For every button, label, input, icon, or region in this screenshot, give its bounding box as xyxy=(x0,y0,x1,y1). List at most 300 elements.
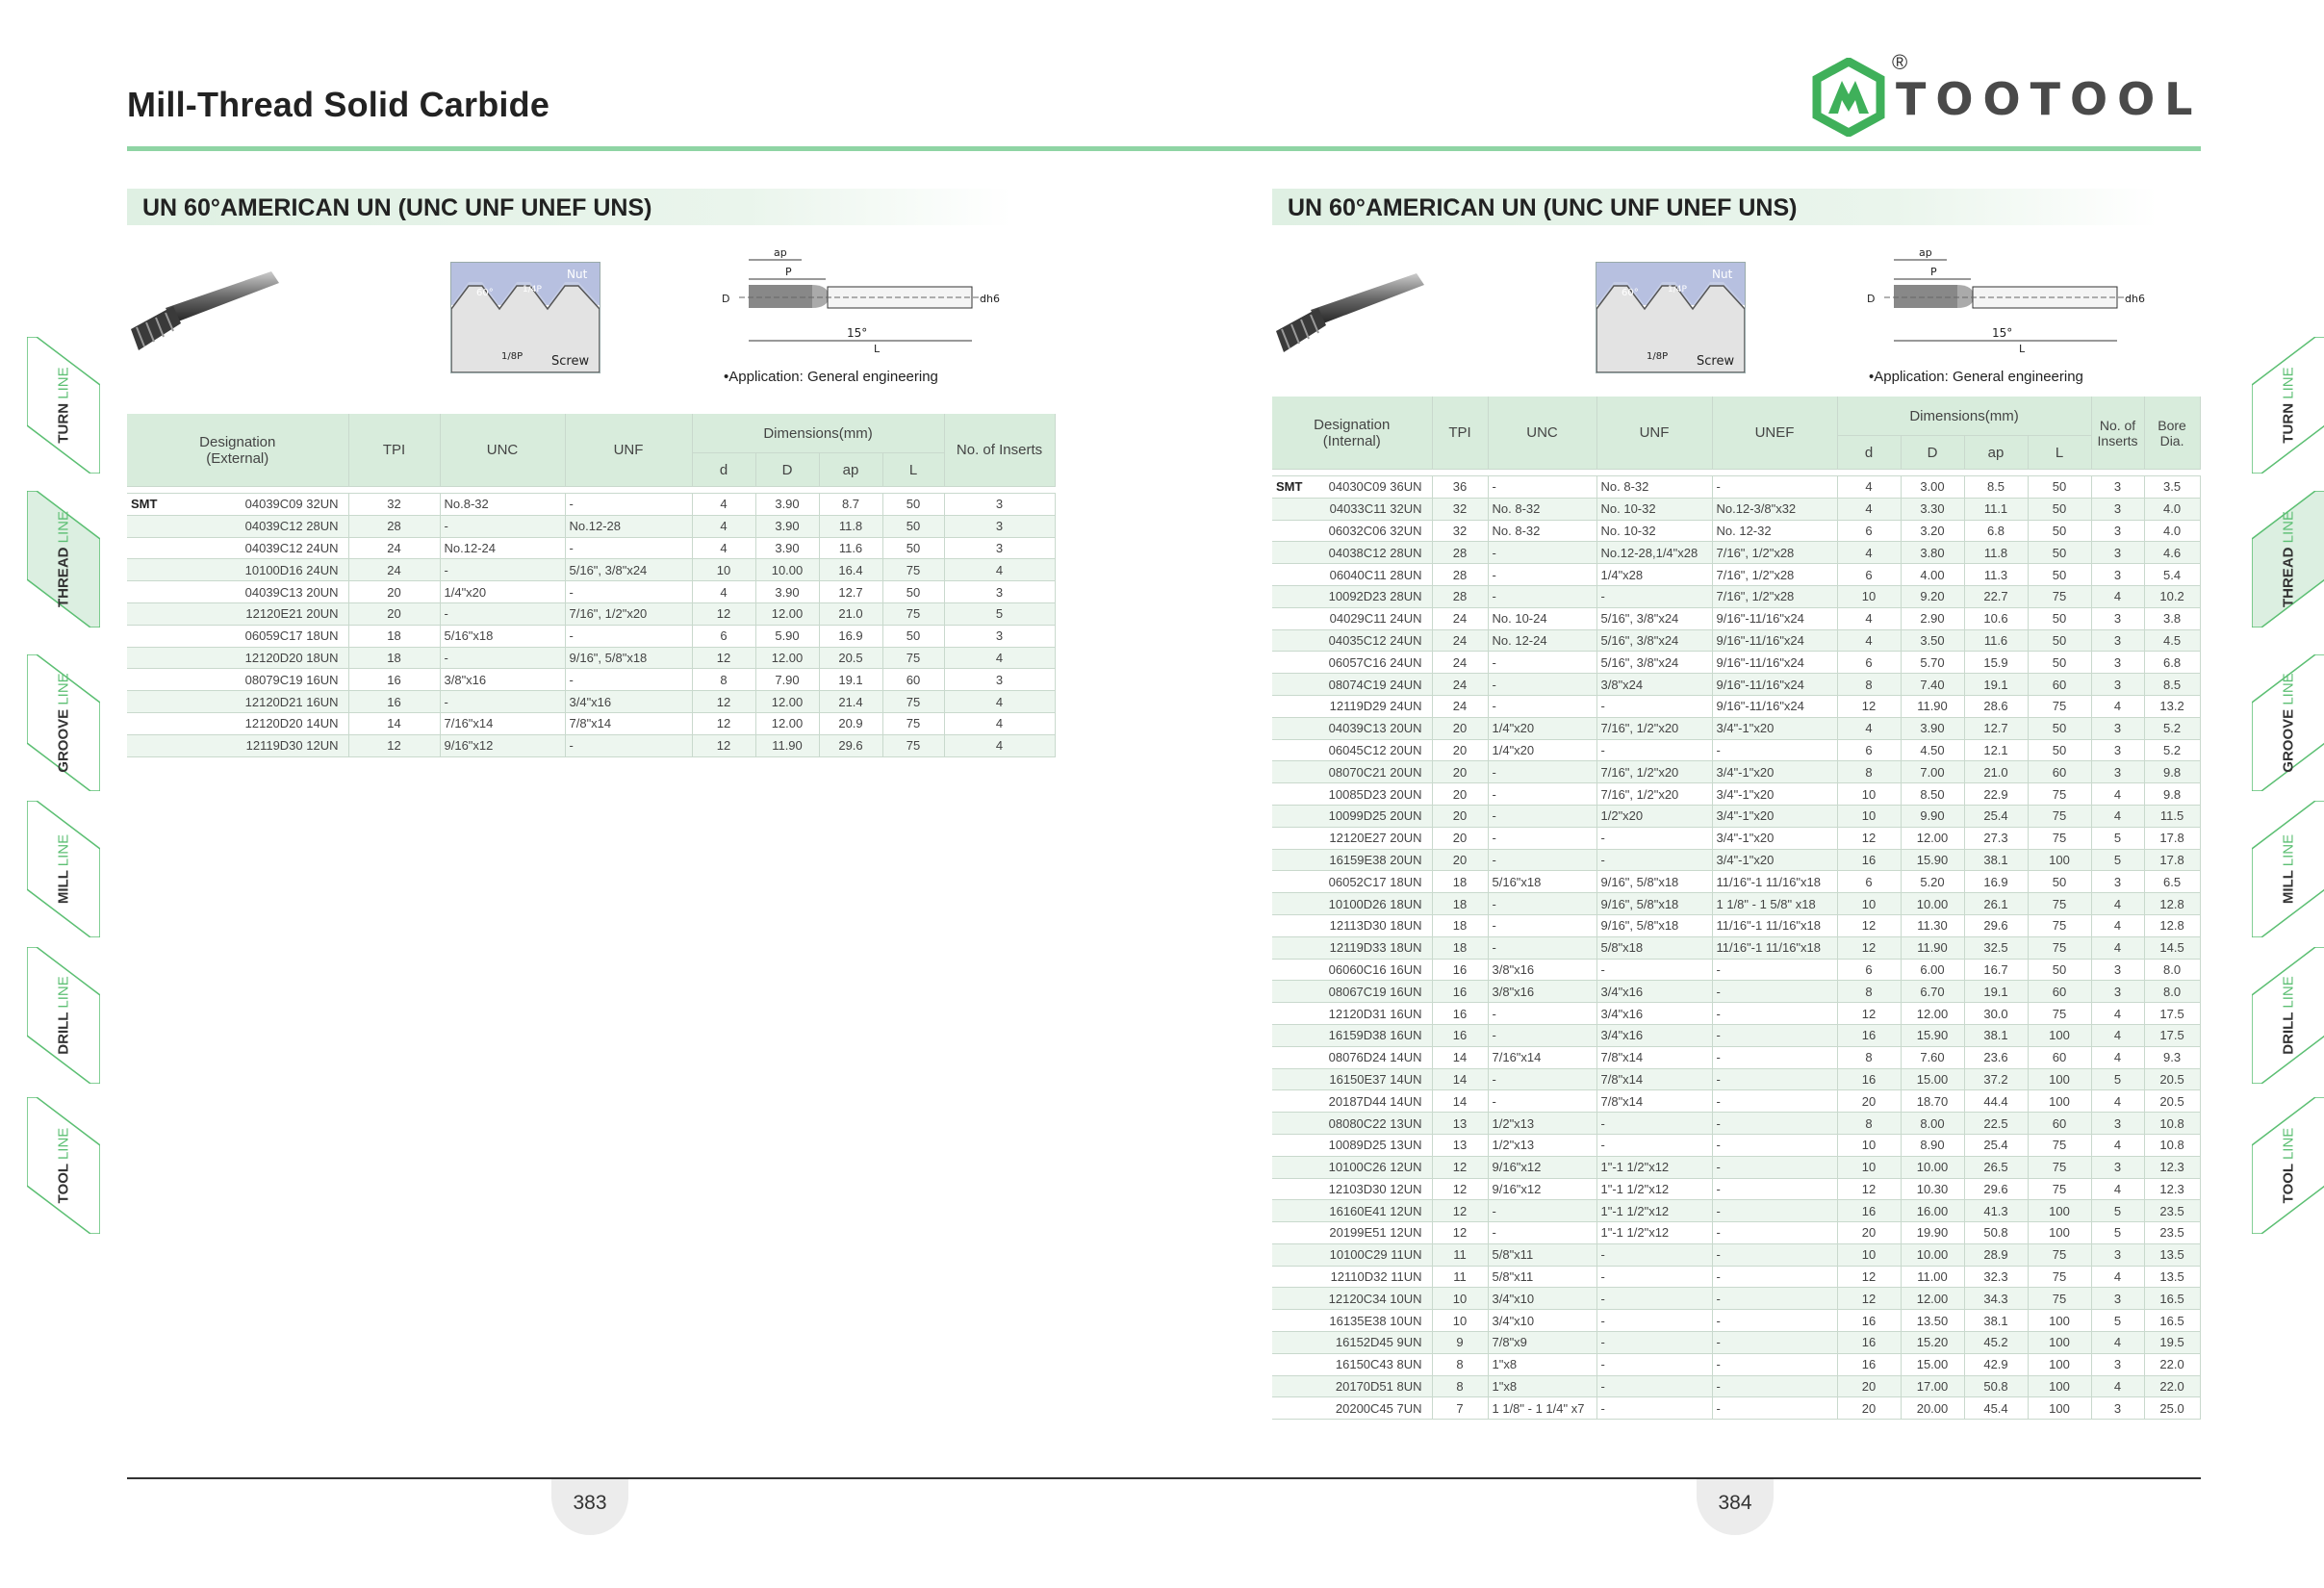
table-cell: 4 xyxy=(2091,1375,2144,1397)
registered-mark: ® xyxy=(1892,50,1908,74)
cell-designation: 16159E38 20UN xyxy=(1272,849,1432,871)
table-cell: 3 xyxy=(944,625,1055,647)
table-cell: 12 xyxy=(1837,1266,1901,1288)
table-cell: 18 xyxy=(348,647,440,669)
table-cell: 5/8"x18 xyxy=(1596,936,1712,959)
cell-designation: 12120E27 20UN xyxy=(1272,827,1432,849)
table-cell: 3/4"-1"x20 xyxy=(1712,717,1837,739)
table-cell: 10.2 xyxy=(2144,585,2200,607)
table-cell: - xyxy=(440,515,565,537)
table-cell: 19.90 xyxy=(1901,1222,1964,1244)
cell-designation: 10100D26 18UN xyxy=(1272,893,1432,915)
table-cell: 12 xyxy=(1837,1178,1901,1200)
table-cell: 22.0 xyxy=(2144,1353,2200,1375)
table-cell: No. 8-32 xyxy=(1488,498,1596,520)
table-cell: 50 xyxy=(882,515,944,537)
table-cell: - xyxy=(1596,1375,1712,1397)
table-cell: 3 xyxy=(2091,959,2144,981)
table-row xyxy=(1272,564,2200,586)
table-row xyxy=(1272,761,2200,783)
table-cell: 7 xyxy=(1432,1397,1488,1420)
table-cell: 22.0 xyxy=(2144,1375,2200,1397)
table-cell: 15.90 xyxy=(1901,849,1964,871)
table-cell: 32 xyxy=(348,494,440,516)
table-cell: 17.5 xyxy=(2144,1024,2200,1046)
table-cell: 100 xyxy=(2028,1200,2091,1222)
table-cell: - xyxy=(1712,1156,1837,1178)
table-cell: 41.3 xyxy=(1964,1200,2028,1222)
cell-designation: 12120C34 10UN xyxy=(1272,1288,1432,1310)
table-cell: 12 xyxy=(692,647,755,669)
table-cell: 2.90 xyxy=(1901,607,1964,629)
table-cell: 3 xyxy=(2091,1156,2144,1178)
table-row xyxy=(1272,1397,2200,1420)
table-cell: 25.4 xyxy=(1964,1134,2028,1156)
table-cell: 3/4"-1"x20 xyxy=(1712,805,1837,827)
table-cell: 28.6 xyxy=(1964,695,2028,717)
table-cell: 16.7 xyxy=(1964,959,2028,981)
table-cell: - xyxy=(1488,827,1596,849)
cell-designation: 12119D29 24UN xyxy=(1272,695,1432,717)
table-row xyxy=(1272,542,2200,564)
table-cell: 4.50 xyxy=(1901,739,1964,761)
svg-text:Screw: Screw xyxy=(1697,354,1735,369)
table-cell: 26.5 xyxy=(1964,1156,2028,1178)
table-cell: 9/16"-11/16"x24 xyxy=(1712,607,1837,629)
cell-designation: 04039C13 20UN xyxy=(1272,717,1432,739)
table-cell: No.12-24 xyxy=(440,537,565,559)
table-cell: - xyxy=(1596,1353,1712,1375)
table-cell: 3/4"x16 xyxy=(565,691,692,713)
table-cell: 11/16"-1 11/16"x18 xyxy=(1712,914,1837,936)
table-cell: 5.20 xyxy=(1901,871,1964,893)
col-tpi: TPI xyxy=(348,414,440,487)
table-cell: 50 xyxy=(2028,717,2091,739)
table-cell: 5 xyxy=(2091,1200,2144,1222)
table-cell: 12 xyxy=(1837,936,1901,959)
sidebar-tab-mill[interactable] xyxy=(2252,801,2324,937)
table-cell: 8 xyxy=(1837,674,1901,696)
table-cell: 24 xyxy=(1432,695,1488,717)
table-cell: 22.9 xyxy=(1964,783,2028,806)
sidebar-tab-drill[interactable] xyxy=(27,947,100,1084)
cell-designation: 16152D45 9UN xyxy=(1272,1332,1432,1354)
table-cell: - xyxy=(1712,1332,1837,1354)
table-row xyxy=(127,712,1055,734)
table-cell: 50 xyxy=(2028,607,2091,629)
table-cell: 18 xyxy=(1432,936,1488,959)
table-row xyxy=(1272,585,2200,607)
table-row xyxy=(1272,1222,2200,1244)
table-cell: 6.70 xyxy=(1901,981,1964,1003)
table-cell: - xyxy=(1712,1046,1837,1068)
table-cell: - xyxy=(1712,1375,1837,1397)
table-cell: - xyxy=(1712,1113,1837,1135)
table-cell: 7/16", 1/2"x20 xyxy=(565,602,692,625)
sidebar-tab-label: TOOL LINE xyxy=(55,1127,72,1204)
table-cell: 12.00 xyxy=(755,691,819,713)
table-cell: 9/16"x12 xyxy=(1488,1156,1596,1178)
col-dimensions: Dimensions(mm) xyxy=(1837,397,2091,436)
table-row xyxy=(1272,893,2200,915)
table-cell: 4 xyxy=(1837,629,1901,652)
table-cell: 17.5 xyxy=(2144,1003,2200,1025)
table-cell: 12 xyxy=(692,602,755,625)
table-cell: 30.0 xyxy=(1964,1003,2028,1025)
table-cell: 16 xyxy=(1432,1024,1488,1046)
table-cell: 28.9 xyxy=(1964,1243,2028,1266)
table-cell: 16 xyxy=(1837,1332,1901,1354)
series-prefix: SMT xyxy=(1276,479,1303,495)
sidebar-tab-tool[interactable] xyxy=(2252,1097,2324,1234)
table-cell: 20 xyxy=(1837,1222,1901,1244)
table-cell: 75 xyxy=(2028,936,2091,959)
table-cell: 11.8 xyxy=(1964,542,2028,564)
table-cell: 16 xyxy=(1432,959,1488,981)
page-number-left: 383 xyxy=(551,1479,628,1535)
table-cell: 20 xyxy=(1432,827,1488,849)
table-cell: 23.5 xyxy=(2144,1222,2200,1244)
table-cell: 60 xyxy=(2028,1113,2091,1135)
table-cell: 20.00 xyxy=(1901,1397,1964,1420)
table-cell: - xyxy=(1712,476,1837,499)
table-cell: 21.0 xyxy=(1964,761,2028,783)
table-cell: 16.4 xyxy=(819,559,882,581)
table-cell: 75 xyxy=(2028,783,2091,806)
cell-designation: 12120E21 20UN xyxy=(127,602,348,625)
sidebar-tab-turn[interactable] xyxy=(27,337,100,474)
table-cell: 4 xyxy=(692,581,755,603)
table-cell: 12.8 xyxy=(2144,914,2200,936)
table-cell: 11.5 xyxy=(2144,805,2200,827)
table-cell: 7.90 xyxy=(755,669,819,691)
table-cell: - xyxy=(565,734,692,756)
table-cell: 4 xyxy=(2091,695,2144,717)
table-cell: 11 xyxy=(1432,1243,1488,1266)
col-designation: Designation (Internal) xyxy=(1272,397,1432,470)
cell-designation: 12119D30 12UN xyxy=(127,734,348,756)
table-cell: 15.90 xyxy=(1901,1024,1964,1046)
table-cell: - xyxy=(1712,1024,1837,1046)
cell-designation: 10092D23 28UN xyxy=(1272,585,1432,607)
table-cell: No.12-3/8"x32 xyxy=(1712,498,1837,520)
cell-designation: 04029C11 24UN xyxy=(1272,607,1432,629)
table-cell: 50 xyxy=(2028,564,2091,586)
table-cell: 21.4 xyxy=(819,691,882,713)
table-cell: 7.60 xyxy=(1901,1046,1964,1068)
table-cell: - xyxy=(1712,1090,1837,1113)
table-cell: - xyxy=(1712,1222,1837,1244)
table-cell: 3 xyxy=(2091,674,2144,696)
cell-designation: 12120D31 16UN xyxy=(1272,1003,1432,1025)
table-cell: 60 xyxy=(2028,761,2091,783)
table-row xyxy=(1272,914,2200,936)
svg-text:D: D xyxy=(1867,293,1876,305)
table-cell: 8 xyxy=(1432,1375,1488,1397)
table-cell: 3/4"-1"x20 xyxy=(1712,783,1837,806)
table-cell: 5/16", 3/8"x24 xyxy=(565,559,692,581)
table-row xyxy=(1272,1090,2200,1113)
table-cell: - xyxy=(1488,914,1596,936)
sidebar-tab-label: DRILL LINE xyxy=(2280,976,2297,1055)
table-cell: - xyxy=(1488,783,1596,806)
table-cell: 16 xyxy=(1837,1200,1901,1222)
table-cell: 8 xyxy=(1837,1113,1901,1135)
cell-designation: 06040C11 28UN xyxy=(1272,564,1432,586)
table-cell: 8.5 xyxy=(2144,674,2200,696)
table-cell: 75 xyxy=(2028,1178,2091,1200)
table-cell: - xyxy=(1488,1200,1596,1222)
table-cell: 11.90 xyxy=(1901,695,1964,717)
table-cell: 38.1 xyxy=(1964,1024,2028,1046)
cell-designation: 06045C12 20UN xyxy=(1272,739,1432,761)
table-cell: - xyxy=(1596,1288,1712,1310)
table-cell: 10 xyxy=(692,559,755,581)
table-cell: 7/16", 1/2"x20 xyxy=(1596,783,1712,806)
table-cell: 12 xyxy=(1432,1156,1488,1178)
table-cell: - xyxy=(1712,739,1837,761)
cell-designation: 12120D20 14UN xyxy=(127,712,348,734)
cell-designation: 10100D16 24UN xyxy=(127,559,348,581)
sidebar-tab-thread[interactable] xyxy=(27,491,100,628)
table-cell: 10.00 xyxy=(1901,1243,1964,1266)
table-cell: 11.1 xyxy=(1964,498,2028,520)
table-cell: 50 xyxy=(2028,542,2091,564)
table-cell: 5.4 xyxy=(2144,564,2200,586)
table-cell: 10.8 xyxy=(2144,1134,2200,1156)
table-cell: 28 xyxy=(1432,564,1488,586)
table-cell: - xyxy=(1488,893,1596,915)
cell-designation: 12120D20 18UN xyxy=(127,647,348,669)
table-cell: 9/16"-11/16"x24 xyxy=(1712,674,1837,696)
table-cell: 1/4"x20 xyxy=(440,581,565,603)
table-cell: 3/4"-1"x20 xyxy=(1712,827,1837,849)
table-cell: No. 8-32 xyxy=(1488,520,1596,542)
table-cell: 5.70 xyxy=(1901,652,1964,674)
table-row xyxy=(1272,498,2200,520)
table-cell: 5 xyxy=(2091,1068,2144,1090)
table-cell: - xyxy=(1712,1243,1837,1266)
table-cell: No. 10-32 xyxy=(1596,498,1712,520)
svg-text:dh6: dh6 xyxy=(980,293,1000,305)
table-cell: 3 xyxy=(2091,717,2144,739)
table-cell: 14 xyxy=(1432,1090,1488,1113)
table-cell: 3/4"x10 xyxy=(1488,1310,1596,1332)
table-cell: 10 xyxy=(1837,893,1901,915)
table-cell: 16 xyxy=(1837,1024,1901,1046)
cell-designation: 08074C19 24UN xyxy=(1272,674,1432,696)
table-cell: 8 xyxy=(1837,981,1901,1003)
table-cell: 100 xyxy=(2028,1310,2091,1332)
table-cell: 13.50 xyxy=(1901,1310,1964,1332)
table-cell: 6.8 xyxy=(2144,652,2200,674)
cell-designation: 10099D25 20UN xyxy=(1272,805,1432,827)
table-cell: 7/8"x14 xyxy=(565,712,692,734)
table-cell: 60 xyxy=(2028,674,2091,696)
table-cell: 3/4"x16 xyxy=(1596,981,1712,1003)
table-cell: - xyxy=(1488,936,1596,959)
cell-designation: 08070C21 20UN xyxy=(1272,761,1432,783)
cell-designation: 16150E37 14UN xyxy=(1272,1068,1432,1090)
table-cell: 10 xyxy=(1837,805,1901,827)
svg-text:60°: 60° xyxy=(1622,288,1639,298)
table-cell: 14 xyxy=(1432,1068,1488,1090)
table-cell: - xyxy=(1596,827,1712,849)
table-cell: 24 xyxy=(1432,629,1488,652)
table-cell: 6.5 xyxy=(2144,871,2200,893)
table-cell: 1"-1 1/2"x12 xyxy=(1596,1178,1712,1200)
table-cell: 10 xyxy=(1432,1310,1488,1332)
sidebar-tab-groove[interactable] xyxy=(27,654,100,791)
table-cell: 36 xyxy=(1432,476,1488,499)
table-cell: 4 xyxy=(2091,914,2144,936)
table-cell: 20 xyxy=(1837,1375,1901,1397)
table-cell: 8.90 xyxy=(1901,1134,1964,1156)
table-cell: 4 xyxy=(2091,1024,2144,1046)
table-cell: 8 xyxy=(692,669,755,691)
table-cell: 20 xyxy=(1432,783,1488,806)
table-cell: 100 xyxy=(2028,1353,2091,1375)
table-cell: 19.1 xyxy=(819,669,882,691)
table-cell: 3 xyxy=(2091,520,2144,542)
cell-designation: 08067C19 16UN xyxy=(1272,981,1432,1003)
svg-text:Nut: Nut xyxy=(1712,268,1733,281)
table-row xyxy=(1272,520,2200,542)
table-cell: 3 xyxy=(944,494,1055,516)
cell-designation: 04039C12 24UN xyxy=(127,537,348,559)
table-cell: 1/4"x20 xyxy=(1488,739,1596,761)
table-row xyxy=(127,734,1055,756)
table-cell: - xyxy=(1488,542,1596,564)
table-cell: 17.8 xyxy=(2144,827,2200,849)
table-cell: 12.7 xyxy=(1964,717,2028,739)
table-cell: 16 xyxy=(348,669,440,691)
table-row xyxy=(1272,1134,2200,1156)
table-cell: 14 xyxy=(348,712,440,734)
table-cell: 50 xyxy=(2028,498,2091,520)
table-cell: 18 xyxy=(1432,914,1488,936)
svg-text:Screw: Screw xyxy=(551,354,590,369)
table-cell: 32 xyxy=(1432,520,1488,542)
cell-designation: 16150C43 8UN xyxy=(1272,1353,1432,1375)
table-cell: 3.90 xyxy=(755,581,819,603)
table-cell: 4 xyxy=(2091,1046,2144,1068)
table-cell: 4 xyxy=(2091,1178,2144,1200)
table-cell: 3 xyxy=(2091,1353,2144,1375)
col-inserts: No. of Inserts xyxy=(2091,397,2144,470)
table-cell: 3 xyxy=(2091,1243,2144,1266)
table-cell: 10 xyxy=(1837,1156,1901,1178)
table-cell: 13 xyxy=(1432,1113,1488,1135)
svg-text:15°: 15° xyxy=(847,326,868,340)
table-cell: 9.8 xyxy=(2144,783,2200,806)
table-row xyxy=(127,691,1055,713)
table-cell: - xyxy=(1712,1310,1837,1332)
sidebar-tab-thread[interactable] xyxy=(2252,491,2324,628)
table-cell: 25.4 xyxy=(1964,805,2028,827)
table-cell: 3 xyxy=(944,537,1055,559)
table-cell: 37.2 xyxy=(1964,1068,2028,1090)
table-cell: 5 xyxy=(2091,827,2144,849)
table-cell: 60 xyxy=(2028,1046,2091,1068)
table-cell: 12 xyxy=(1432,1178,1488,1200)
table-cell: 10 xyxy=(1837,783,1901,806)
table-cell: 100 xyxy=(2028,1068,2091,1090)
table-cell: 11.3 xyxy=(1964,564,2028,586)
table-cell: 6 xyxy=(1837,739,1901,761)
sidebar-tab-drill[interactable] xyxy=(2252,947,2324,1084)
table-cell: 24 xyxy=(348,559,440,581)
table-cell: - xyxy=(1712,1178,1837,1200)
table-cell: 4 xyxy=(1837,717,1901,739)
table-cell: 12 xyxy=(1837,827,1901,849)
sidebar-tab-turn[interactable] xyxy=(2252,337,2324,474)
table-row xyxy=(1272,1046,2200,1068)
table-row xyxy=(1272,1353,2200,1375)
table-cell: No. 8-32 xyxy=(1596,476,1712,499)
cell-designation: 20200C45 7UN xyxy=(1272,1397,1432,1420)
sidebar-tab-tool[interactable] xyxy=(27,1097,100,1234)
sidebar-tab-mill[interactable] xyxy=(27,801,100,937)
table-cell: 20.5 xyxy=(2144,1090,2200,1113)
table-cell: - xyxy=(1712,1288,1837,1310)
application-note-right: •Application: General engineering xyxy=(1869,369,2083,385)
table-cell: 12.00 xyxy=(755,647,819,669)
table-cell: 1"x8 xyxy=(1488,1375,1596,1397)
table-cell: - xyxy=(1596,585,1712,607)
table-row xyxy=(1272,1113,2200,1135)
table-cell: 29.6 xyxy=(1964,1178,2028,1200)
table-cell: 8.5 xyxy=(1964,476,2028,499)
table-cell: 10 xyxy=(1837,585,1901,607)
table-cell: 1"-1 1/2"x12 xyxy=(1596,1156,1712,1178)
table-cell: - xyxy=(1488,585,1596,607)
application-note-left: •Application: General engineering xyxy=(724,369,938,385)
table-cell: 11.90 xyxy=(755,734,819,756)
table-cell: 28 xyxy=(1432,585,1488,607)
table-cell: - xyxy=(1712,1003,1837,1025)
table-cell: 3/8"x16 xyxy=(1488,981,1596,1003)
table-cell: 8.00 xyxy=(1901,1113,1964,1135)
table-cell: 12.3 xyxy=(2144,1178,2200,1200)
table-cell: 15.00 xyxy=(1901,1353,1964,1375)
table-cell: 3 xyxy=(2091,1113,2144,1135)
table-cell: 20 xyxy=(1432,805,1488,827)
table-cell: - xyxy=(565,581,692,603)
table-cell: - xyxy=(1596,1266,1712,1288)
sidebar-tab-groove[interactable] xyxy=(2252,654,2324,791)
table-cell: 20 xyxy=(1837,1090,1901,1113)
table-cell: 20 xyxy=(1837,1397,1901,1420)
table-cell: 12.00 xyxy=(1901,1288,1964,1310)
table-cell: 7/16", 1/2"x20 xyxy=(1596,717,1712,739)
table-cell: 44.4 xyxy=(1964,1090,2028,1113)
table-cell: 4 xyxy=(1837,498,1901,520)
table-cell: 28 xyxy=(348,515,440,537)
table-cell: 1/4"x20 xyxy=(1488,717,1596,739)
svg-text:1/4P: 1/4P xyxy=(523,285,542,295)
table-cell: 75 xyxy=(2028,1288,2091,1310)
table-cell: 12 xyxy=(692,734,755,756)
table-cell: 12.00 xyxy=(755,602,819,625)
table-cell: 3 xyxy=(2091,652,2144,674)
table-row xyxy=(1272,849,2200,871)
svg-text:P: P xyxy=(785,266,792,278)
cell-designation: 20199E51 12UN xyxy=(1272,1222,1432,1244)
table-cell: 3/4"x16 xyxy=(1596,1003,1712,1025)
table-cell: 9/16"x12 xyxy=(1488,1178,1596,1200)
table-cell: 8 xyxy=(1432,1353,1488,1375)
